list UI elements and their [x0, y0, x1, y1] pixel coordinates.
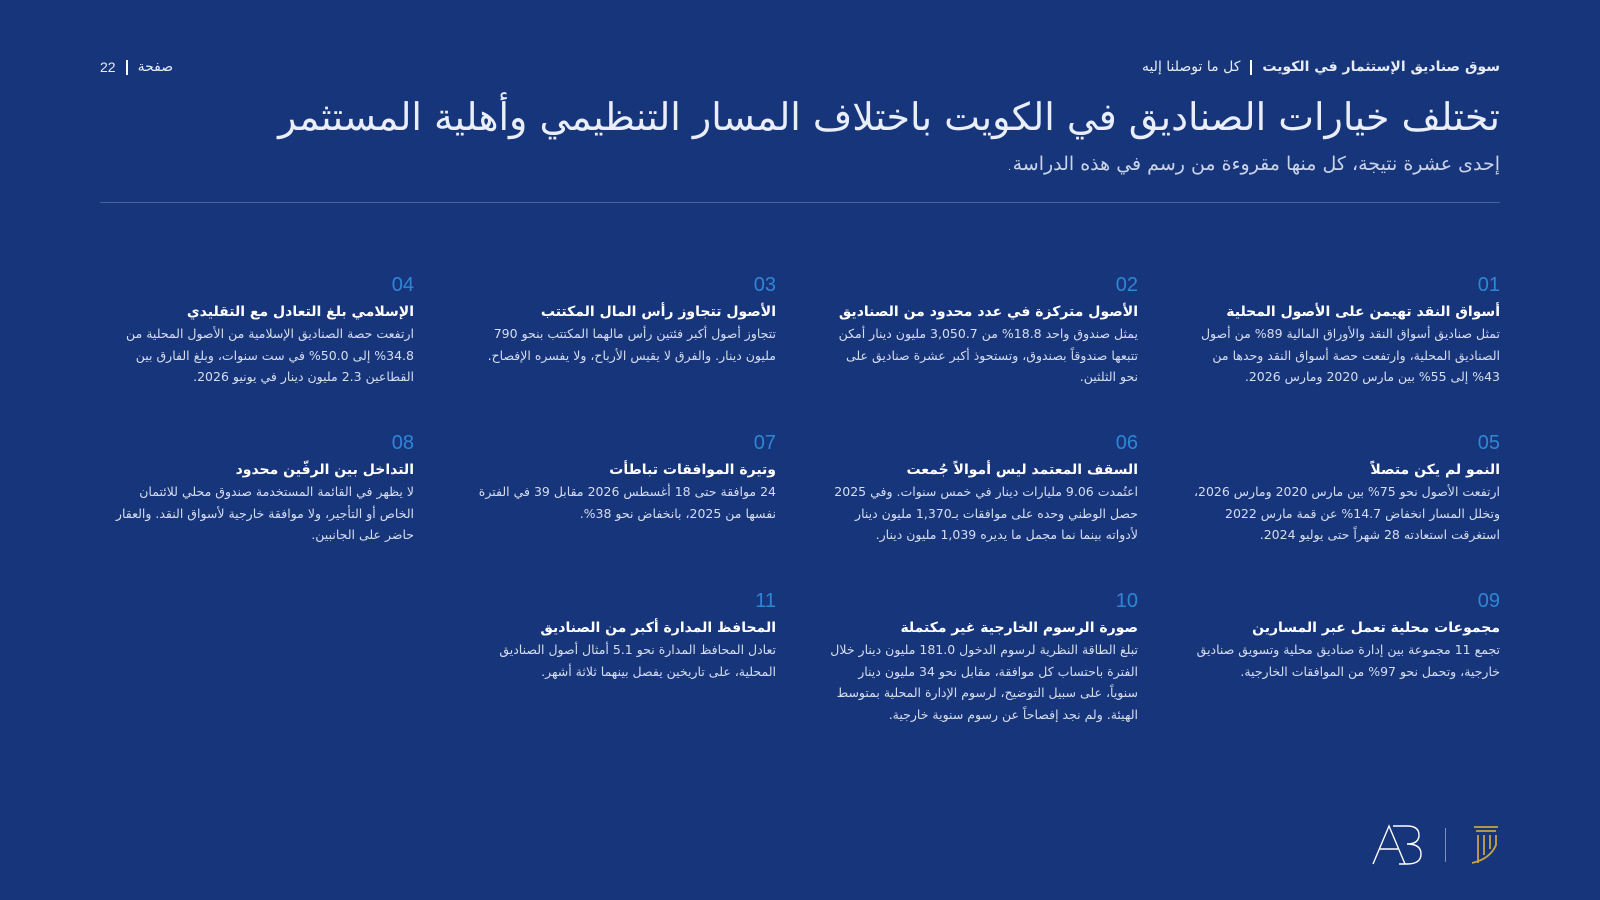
- divider: [100, 202, 1500, 203]
- finding-card: [464, 430, 776, 588]
- finding-number: 08: [391, 432, 414, 454]
- finding-card: [464, 588, 776, 746]
- finding-body: تعادل المحافظ المدارة نحو 5.1 أمثال أصول الصناديق المحلية، على تاريخين يفصل بينهما ثلاثة أشهر.: [499, 642, 776, 679]
- page-number: 22: [100, 59, 116, 75]
- finding-body: 24 موافقة حتى 18 أغسطس 2026 مقابل 39 في الفترة نفسها من 2025، بانخفاض نحو 38%.: [478, 484, 776, 521]
- findings-grid: [100, 272, 1500, 746]
- finding-number: 05: [1477, 432, 1500, 454]
- finding-body: تمثل صناديق أسواق النقد والأوراق المالية 89% من أصول الصناديق المحلية، وارتفعت حصة أسواق النقد وحدها من 43% إلى 55% بين مارس 2020 ومارس 2026.: [1200, 326, 1500, 384]
- page-separator: [126, 60, 128, 75]
- finding-title: صورة الرسوم الخارجية غير مكتملة: [900, 620, 1138, 636]
- top-bar: [100, 56, 1500, 78]
- finding-card: [464, 272, 776, 430]
- finding-card: [1188, 430, 1500, 588]
- page-indicator: [100, 59, 173, 75]
- finding-title: المحافظ المدارة أكبر من الصناديق: [540, 620, 776, 636]
- finding-number: 10: [1115, 590, 1138, 612]
- finding-number: 11: [755, 590, 776, 612]
- logo-divider: [1445, 828, 1446, 862]
- finding-body: ارتفعت حصة الصناديق الإسلامية من الأصول المحلية من 34.8% إلى 50.0% في ست سنوات، وبلغ الفارق بين القطاعين 2.3 مليون دينار في يونيو 2026.: [126, 326, 414, 384]
- finding-card: [102, 272, 414, 430]
- ab-logo: [1371, 824, 1423, 866]
- finding-number: 03: [753, 274, 776, 296]
- finding-title: الأصول تتجاوز رأس المال المكتتب: [540, 304, 776, 320]
- finding-title: الإسلامي بلغ التعادل مع التقليدي: [186, 304, 414, 320]
- page-title: تختلف خيارات الصناديق في الكويت باختلاف المسار التنظيمي وأهلية المستثمر: [278, 95, 1500, 139]
- finding-number: 04: [391, 274, 414, 296]
- finding-body: يمثل صندوق واحد 18.8% من 3,050.7 مليون دينار أمكن تتبعها صندوقاً بصندوق، وتستحوذ أكبر عشرة صناديق على نحو الثلثين.: [838, 326, 1138, 384]
- finding-title: التداخل بين الرفّين محدود: [235, 462, 414, 478]
- finding-number: 02: [1115, 274, 1138, 296]
- finding-body: تجمع 11 مجموعة بين إدارة صناديق محلية وتسويق صناديق خارجية، وتحمل نحو 97% من الموافقات الخارجية.: [1196, 642, 1500, 679]
- finding-title: الأصول متركزة في عدد محدود من الصناديق: [838, 304, 1138, 320]
- finding-title: السقف المعتمد ليس أموالاً جُمعت: [906, 462, 1138, 478]
- finding-card: [826, 272, 1138, 430]
- breadcrumb-separator: [1250, 60, 1252, 75]
- page-subtitle: إحدى عشرة نتيجة، كل منها مقروءة من رسم في هذه الدراسة.: [1006, 153, 1500, 175]
- finding-body: ارتفعت الأصول نحو 75% بين مارس 2020 ومارس 2026، وتخلل المسار انخفاض 14.7% عن قمة مارس 2022 استغرقت استعادته 28 شهراً حتى يوليو 2024.: [1193, 484, 1500, 542]
- finding-number: 06: [1115, 432, 1138, 454]
- footer-logos: [1371, 824, 1500, 866]
- finding-title: النمو لم يكن متصلاً: [1370, 462, 1500, 478]
- finding-card: [826, 588, 1138, 746]
- finding-body: لا يظهر في القائمة المستخدمة صندوق محلي للائتمان الخاص أو التأجير، ولا موافقة خارجية لأسواق النقد. والعقار حاضر على الجانبين.: [115, 484, 414, 542]
- page-label: صفحة: [137, 59, 174, 75]
- breadcrumb: [1142, 59, 1500, 75]
- finding-card: [1188, 272, 1500, 430]
- column-logo-icon: [1468, 825, 1500, 865]
- finding-body: تتجاوز أصول أكبر فئتين رأس مالهما المكتتب بنحو 790 مليون دينار. والفرق لا يقيس الأرباح، ولا يفسره الإفصاح.: [487, 326, 776, 363]
- finding-number: 01: [1477, 274, 1500, 296]
- breadcrumb-section: كل ما توصلنا إليه: [1141, 59, 1241, 75]
- finding-card: [1188, 588, 1500, 746]
- finding-body: اعتُمدت 9.06 مليارات دينار في خمس سنوات. وفي 2025 حصل الوطني وحده على موافقات بـ1,370 مليون دينار لأدواته بينما نما مجمل ما يديره 1,039 مليون دينار.: [834, 484, 1138, 542]
- finding-number: 07: [753, 432, 776, 454]
- finding-title: وتيرة الموافقات تباطأت: [609, 462, 776, 478]
- finding-title: أسواق النقد تهيمن على الأصول المحلية: [1226, 304, 1500, 320]
- breadcrumb-main: سوق صناديق الإستثمار في الكويت: [1262, 59, 1500, 75]
- finding-body: تبلغ الطاقة النظرية لرسوم الدخول 181.0 مليون دينار خلال الفترة باحتساب كل موافقة، مقابل نحو 34 مليون دينار سنوياً، على سبيل التوضيح، لرسوم الإدارة المحلية بمتوسط الهيئة. ولم نجد إفصاحاً عن رسوم سنوية خارجية.: [830, 642, 1138, 722]
- finding-card: [102, 430, 414, 588]
- finding-number: 09: [1477, 590, 1500, 612]
- finding-card: [826, 430, 1138, 588]
- finding-title: مجموعات محلية تعمل عبر المسارين: [1252, 620, 1500, 636]
